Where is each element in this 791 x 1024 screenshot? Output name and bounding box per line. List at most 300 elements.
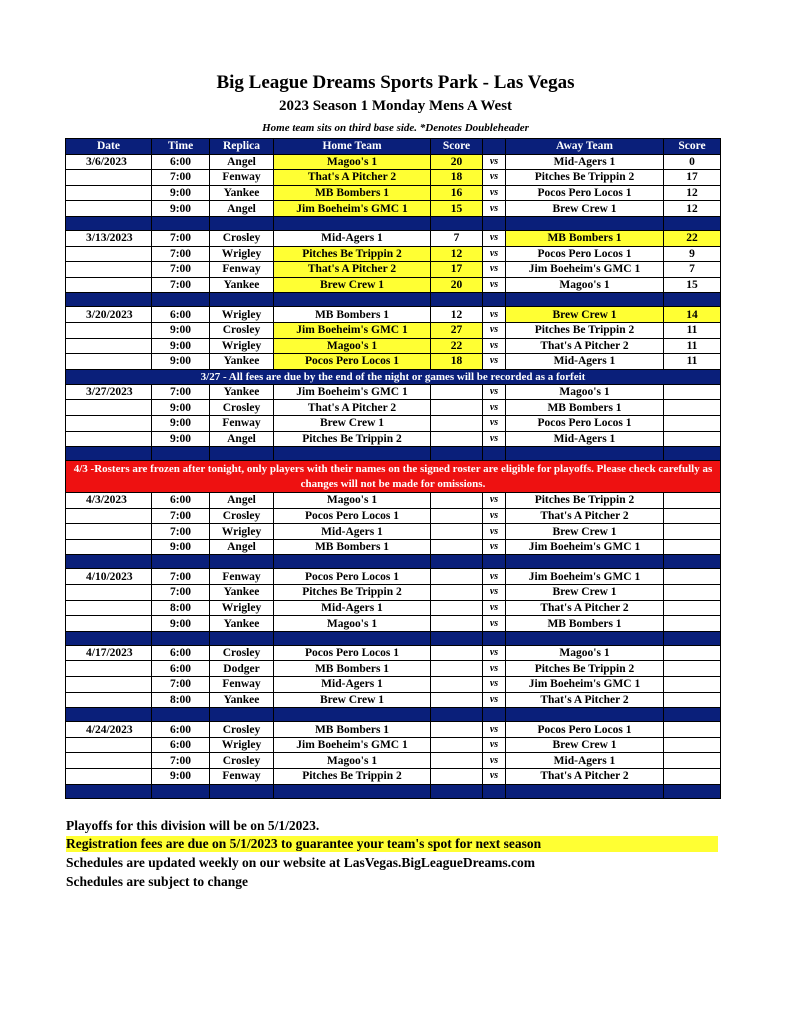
separator-cell <box>506 708 664 722</box>
separator-cell <box>152 216 210 230</box>
vs-label: vs <box>483 600 506 616</box>
away-score <box>664 415 721 431</box>
separator-row <box>66 631 721 645</box>
game-date <box>66 616 152 632</box>
away-score <box>664 769 721 785</box>
game-row <box>66 645 721 661</box>
away-team: Magoo's 1 <box>506 645 664 661</box>
separator-cell <box>210 447 274 461</box>
game-replica-field: Yankee <box>210 185 274 201</box>
game-date: 3/20/2023 <box>66 307 152 323</box>
game-date <box>66 692 152 708</box>
game-replica-field: Fenway <box>210 569 274 585</box>
game-replica-field: Yankee <box>210 384 274 400</box>
separator-cell <box>506 784 664 798</box>
home-team: Pocos Pero Locos 1 <box>274 645 431 661</box>
playoffs-note: Playoffs for this division will be on 5/1/2023. <box>66 818 320 833</box>
away-score <box>664 493 721 509</box>
game-date: 3/6/2023 <box>66 154 152 170</box>
game-date <box>66 769 152 785</box>
away-score <box>664 524 721 540</box>
away-score <box>664 400 721 416</box>
game-replica-field: Wrigley <box>210 524 274 540</box>
home-score <box>431 539 483 555</box>
home-team: Pitches Be Trippin 2 <box>274 431 431 447</box>
game-replica-field: Yankee <box>210 585 274 601</box>
game-time: 6:00 <box>152 737 210 753</box>
separator-cell <box>152 555 210 569</box>
separator-cell <box>210 216 274 230</box>
away-team: That's A Pitcher 2 <box>506 769 664 785</box>
game-row <box>66 201 721 217</box>
away-score: 9 <box>664 246 721 262</box>
game-date <box>66 262 152 278</box>
away-score <box>664 661 721 677</box>
home-team: MB Bombers 1 <box>274 185 431 201</box>
game-time: 6:00 <box>152 154 210 170</box>
col-date-header: Date <box>66 139 152 155</box>
away-score: 11 <box>664 354 721 370</box>
away-score <box>664 508 721 524</box>
vs-label: vs <box>483 338 506 354</box>
col-vs-header <box>483 139 506 155</box>
home-team: Pocos Pero Locos 1 <box>274 569 431 585</box>
home-score <box>431 677 483 693</box>
separator-cell <box>664 216 721 230</box>
vs-label: vs <box>483 384 506 400</box>
home-team: Mid-Agers 1 <box>274 677 431 693</box>
away-score <box>664 645 721 661</box>
home-team: That's A Pitcher 2 <box>274 262 431 278</box>
away-score <box>664 569 721 585</box>
away-team: Pitches Be Trippin 2 <box>506 170 664 186</box>
game-date <box>66 354 152 370</box>
home-score <box>431 493 483 509</box>
separator-cell <box>664 631 721 645</box>
game-date <box>66 677 152 693</box>
game-replica-field: Crosley <box>210 753 274 769</box>
game-time: 7:00 <box>152 384 210 400</box>
vs-label: vs <box>483 262 506 278</box>
separator-cell <box>664 784 721 798</box>
registration-note: Registration fees are due on 5/1/2023 to guarantee your team's spot for next season <box>66 836 718 852</box>
home-team: Magoo's 1 <box>274 154 431 170</box>
game-time: 9:00 <box>152 415 210 431</box>
website-note: Schedules are updated weekly on our website at LasVegas.BigLeagueDreams.com <box>66 855 536 870</box>
home-score: 20 <box>431 277 483 293</box>
away-score <box>664 722 721 738</box>
home-team: Pitches Be Trippin 2 <box>274 769 431 785</box>
away-team: Brew Crew 1 <box>506 524 664 540</box>
game-row <box>66 493 721 509</box>
away-score: 12 <box>664 185 721 201</box>
home-score <box>431 431 483 447</box>
away-team: That's A Pitcher 2 <box>506 600 664 616</box>
home-team: Pocos Pero Locos 1 <box>274 354 431 370</box>
home-team: Magoo's 1 <box>274 338 431 354</box>
away-team: Jim Boeheim's GMC 1 <box>506 539 664 555</box>
game-row <box>66 569 721 585</box>
game-row <box>66 769 721 785</box>
away-team: Mid-Agers 1 <box>506 431 664 447</box>
separator-cell <box>66 784 152 798</box>
home-team: Brew Crew 1 <box>274 415 431 431</box>
home-team: Jim Boeheim's GMC 1 <box>274 201 431 217</box>
game-time: 6:00 <box>152 722 210 738</box>
game-time: 7:00 <box>152 246 210 262</box>
home-team: Mid-Agers 1 <box>274 600 431 616</box>
game-replica-field: Fenway <box>210 262 274 278</box>
home-team: MB Bombers 1 <box>274 661 431 677</box>
away-team: That's A Pitcher 2 <box>506 508 664 524</box>
game-time: 8:00 <box>152 692 210 708</box>
home-team: MB Bombers 1 <box>274 307 431 323</box>
change-note: Schedules are subject to change <box>66 874 248 889</box>
game-date <box>66 600 152 616</box>
vs-label: vs <box>483 692 506 708</box>
game-row <box>66 262 721 278</box>
home-team: That's A Pitcher 2 <box>274 400 431 416</box>
game-time: 9:00 <box>152 400 210 416</box>
game-row <box>66 508 721 524</box>
separator-cell <box>483 447 506 461</box>
away-score <box>664 384 721 400</box>
game-replica-field: Crosley <box>210 230 274 246</box>
game-time: 7:00 <box>152 277 210 293</box>
separator-row <box>66 784 721 798</box>
game-time: 9:00 <box>152 769 210 785</box>
game-date <box>66 753 152 769</box>
away-score <box>664 539 721 555</box>
separator-cell <box>274 631 431 645</box>
separator-cell <box>506 447 664 461</box>
away-team: Jim Boeheim's GMC 1 <box>506 677 664 693</box>
game-row <box>66 737 721 753</box>
game-replica-field: Fenway <box>210 415 274 431</box>
game-row <box>66 170 721 186</box>
separator-cell <box>66 293 152 307</box>
game-time: 9:00 <box>152 539 210 555</box>
vs-label: vs <box>483 645 506 661</box>
home-team: Mid-Agers 1 <box>274 524 431 540</box>
vs-label: vs <box>483 154 506 170</box>
game-replica-field: Crosley <box>210 400 274 416</box>
home-score <box>431 585 483 601</box>
vs-label: vs <box>483 201 506 217</box>
home-score <box>431 569 483 585</box>
separator-cell <box>431 555 483 569</box>
game-replica-field: Angel <box>210 493 274 509</box>
game-replica-field: Dodger <box>210 661 274 677</box>
home-score <box>431 645 483 661</box>
game-replica-field: Yankee <box>210 616 274 632</box>
game-time: 7:00 <box>152 262 210 278</box>
home-score <box>431 508 483 524</box>
game-time: 6:00 <box>152 307 210 323</box>
game-replica-field: Wrigley <box>210 737 274 753</box>
home-team: MB Bombers 1 <box>274 539 431 555</box>
game-date <box>66 508 152 524</box>
home-score <box>431 737 483 753</box>
away-score: 22 <box>664 230 721 246</box>
vs-label: vs <box>483 322 506 338</box>
vs-label: vs <box>483 185 506 201</box>
vs-label: vs <box>483 354 506 370</box>
away-score: 7 <box>664 262 721 278</box>
game-time: 9:00 <box>152 338 210 354</box>
game-replica-field: Crosley <box>210 722 274 738</box>
game-date: 4/17/2023 <box>66 645 152 661</box>
separator-cell <box>274 216 431 230</box>
home-team: Jim Boeheim's GMC 1 <box>274 384 431 400</box>
separator-cell <box>152 293 210 307</box>
game-time: 7:00 <box>152 753 210 769</box>
separator-cell <box>66 447 152 461</box>
game-row <box>66 400 721 416</box>
separator-cell <box>431 447 483 461</box>
vs-label: vs <box>483 277 506 293</box>
separator-cell <box>506 293 664 307</box>
home-team: Jim Boeheim's GMC 1 <box>274 737 431 753</box>
game-date: 3/27/2023 <box>66 384 152 400</box>
game-row <box>66 692 721 708</box>
separator-cell <box>506 216 664 230</box>
game-time: 7:00 <box>152 230 210 246</box>
separator-cell <box>274 293 431 307</box>
vs-label: vs <box>483 661 506 677</box>
game-row <box>66 277 721 293</box>
game-row <box>66 585 721 601</box>
home-score: 12 <box>431 307 483 323</box>
away-team: Jim Boeheim's GMC 1 <box>506 569 664 585</box>
game-date: 4/24/2023 <box>66 722 152 738</box>
home-score: 16 <box>431 185 483 201</box>
separator-cell <box>274 555 431 569</box>
separator-cell <box>274 708 431 722</box>
game-row <box>66 431 721 447</box>
game-date <box>66 737 152 753</box>
col-time-header: Time <box>152 139 210 155</box>
separator-cell <box>483 784 506 798</box>
separator-cell <box>66 708 152 722</box>
home-score: 27 <box>431 322 483 338</box>
home-team: Pocos Pero Locos 1 <box>274 508 431 524</box>
separator-cell <box>483 708 506 722</box>
separator-row <box>66 555 721 569</box>
separator-cell <box>66 216 152 230</box>
game-row <box>66 753 721 769</box>
game-date <box>66 400 152 416</box>
game-time: 7:00 <box>152 170 210 186</box>
home-team: MB Bombers 1 <box>274 722 431 738</box>
game-time: 9:00 <box>152 431 210 447</box>
separator-cell <box>66 631 152 645</box>
away-team: Pitches Be Trippin 2 <box>506 493 664 509</box>
home-team: Magoo's 1 <box>274 493 431 509</box>
separator-cell <box>506 631 664 645</box>
away-team: Pitches Be Trippin 2 <box>506 322 664 338</box>
separator-cell <box>274 447 431 461</box>
away-score <box>664 600 721 616</box>
away-team: Mid-Agers 1 <box>506 154 664 170</box>
game-replica-field: Crosley <box>210 322 274 338</box>
separator-cell <box>506 555 664 569</box>
col-away-score-header: Score <box>664 139 721 155</box>
separator-cell <box>664 555 721 569</box>
away-team: Brew Crew 1 <box>506 201 664 217</box>
vs-label: vs <box>483 493 506 509</box>
separator-cell <box>483 555 506 569</box>
away-score <box>664 431 721 447</box>
separator-cell <box>274 784 431 798</box>
game-row <box>66 677 721 693</box>
game-row <box>66 354 721 370</box>
away-team: Mid-Agers 1 <box>506 753 664 769</box>
away-team: Pitches Be Trippin 2 <box>506 661 664 677</box>
separator-cell <box>152 631 210 645</box>
game-replica-field: Yankee <box>210 354 274 370</box>
home-score <box>431 600 483 616</box>
separator-cell <box>483 631 506 645</box>
game-time: 9:00 <box>152 354 210 370</box>
away-team: Brew Crew 1 <box>506 585 664 601</box>
game-date <box>66 338 152 354</box>
away-team: Mid-Agers 1 <box>506 354 664 370</box>
away-team: MB Bombers 1 <box>506 230 664 246</box>
game-row <box>66 230 721 246</box>
home-score: 18 <box>431 170 483 186</box>
game-row <box>66 307 721 323</box>
game-date <box>66 277 152 293</box>
home-team: Pitches Be Trippin 2 <box>274 246 431 262</box>
home-team: Magoo's 1 <box>274 753 431 769</box>
game-date <box>66 170 152 186</box>
game-time: 9:00 <box>152 616 210 632</box>
game-row <box>66 154 721 170</box>
game-date <box>66 585 152 601</box>
home-team: Brew Crew 1 <box>274 277 431 293</box>
game-row <box>66 185 721 201</box>
separator-cell <box>483 216 506 230</box>
vs-label: vs <box>483 769 506 785</box>
game-time: 9:00 <box>152 185 210 201</box>
vs-label: vs <box>483 431 506 447</box>
away-score <box>664 737 721 753</box>
away-score <box>664 677 721 693</box>
separator-cell <box>210 555 274 569</box>
home-team: Pitches Be Trippin 2 <box>274 585 431 601</box>
game-date <box>66 201 152 217</box>
game-time: 6:00 <box>152 661 210 677</box>
separator-cell <box>152 708 210 722</box>
separator-row <box>66 293 721 307</box>
roster-alert-text: 4/3 -Rosters are frozen after tonight, only players with their names on the signed roster are eligible for playoffs. Please check carefully as changes will not be made for omissions. <box>66 461 721 493</box>
away-score: 12 <box>664 201 721 217</box>
away-team: Brew Crew 1 <box>506 737 664 753</box>
vs-label: vs <box>483 400 506 416</box>
game-replica-field: Fenway <box>210 769 274 785</box>
separator-cell <box>152 784 210 798</box>
schedule-table <box>65 138 721 799</box>
separator-cell <box>210 293 274 307</box>
away-team: Brew Crew 1 <box>506 307 664 323</box>
home-score: 22 <box>431 338 483 354</box>
col-away-team-header: Away Team <box>506 139 664 155</box>
page-subtitle: 2023 Season 1 Monday Mens A West <box>278 98 513 114</box>
home-score <box>431 769 483 785</box>
vs-label: vs <box>483 722 506 738</box>
home-score <box>431 692 483 708</box>
away-team: Magoo's 1 <box>506 277 664 293</box>
separator-cell <box>431 293 483 307</box>
game-row <box>66 661 721 677</box>
game-row <box>66 338 721 354</box>
game-time: 6:00 <box>152 645 210 661</box>
away-team: Magoo's 1 <box>506 384 664 400</box>
away-team: Pocos Pero Locos 1 <box>506 185 664 201</box>
fee-notice-row <box>66 369 721 384</box>
game-replica-field: Yankee <box>210 692 274 708</box>
separator-cell <box>664 447 721 461</box>
vs-label: vs <box>483 307 506 323</box>
game-time: 7:00 <box>152 677 210 693</box>
separator-cell <box>431 216 483 230</box>
away-team: MB Bombers 1 <box>506 400 664 416</box>
game-row <box>66 524 721 540</box>
roster-alert-row <box>66 461 721 493</box>
home-score: 12 <box>431 246 483 262</box>
away-team: Pocos Pero Locos 1 <box>506 722 664 738</box>
vs-label: vs <box>483 737 506 753</box>
separator-row <box>66 708 721 722</box>
fee-notice-text: 3/27 - All fees are due by the end of the night or games will be recorded as a forfeit <box>66 369 721 384</box>
vs-label: vs <box>483 569 506 585</box>
game-row <box>66 616 721 632</box>
game-row <box>66 384 721 400</box>
game-date <box>66 246 152 262</box>
game-replica-field: Wrigley <box>210 600 274 616</box>
separator-cell <box>66 555 152 569</box>
separator-cell <box>210 631 274 645</box>
home-score: 17 <box>431 262 483 278</box>
game-row <box>66 246 721 262</box>
separator-cell <box>210 784 274 798</box>
vs-label: vs <box>483 585 506 601</box>
away-team: That's A Pitcher 2 <box>506 338 664 354</box>
separator-cell <box>431 784 483 798</box>
vs-label: vs <box>483 753 506 769</box>
vs-label: vs <box>483 616 506 632</box>
vs-label: vs <box>483 539 506 555</box>
away-score: 0 <box>664 154 721 170</box>
home-score: 15 <box>431 201 483 217</box>
game-time: 8:00 <box>152 600 210 616</box>
home-score <box>431 616 483 632</box>
away-team: Pocos Pero Locos 1 <box>506 415 664 431</box>
game-date <box>66 661 152 677</box>
home-score <box>431 415 483 431</box>
away-team: MB Bombers 1 <box>506 616 664 632</box>
game-row <box>66 415 721 431</box>
game-replica-field: Fenway <box>210 170 274 186</box>
vs-label: vs <box>483 677 506 693</box>
game-replica-field: Angel <box>210 154 274 170</box>
home-score: 7 <box>431 230 483 246</box>
game-date <box>66 539 152 555</box>
away-team: Jim Boeheim's GMC 1 <box>506 262 664 278</box>
schedule-body <box>66 154 721 798</box>
game-replica-field: Wrigley <box>210 338 274 354</box>
